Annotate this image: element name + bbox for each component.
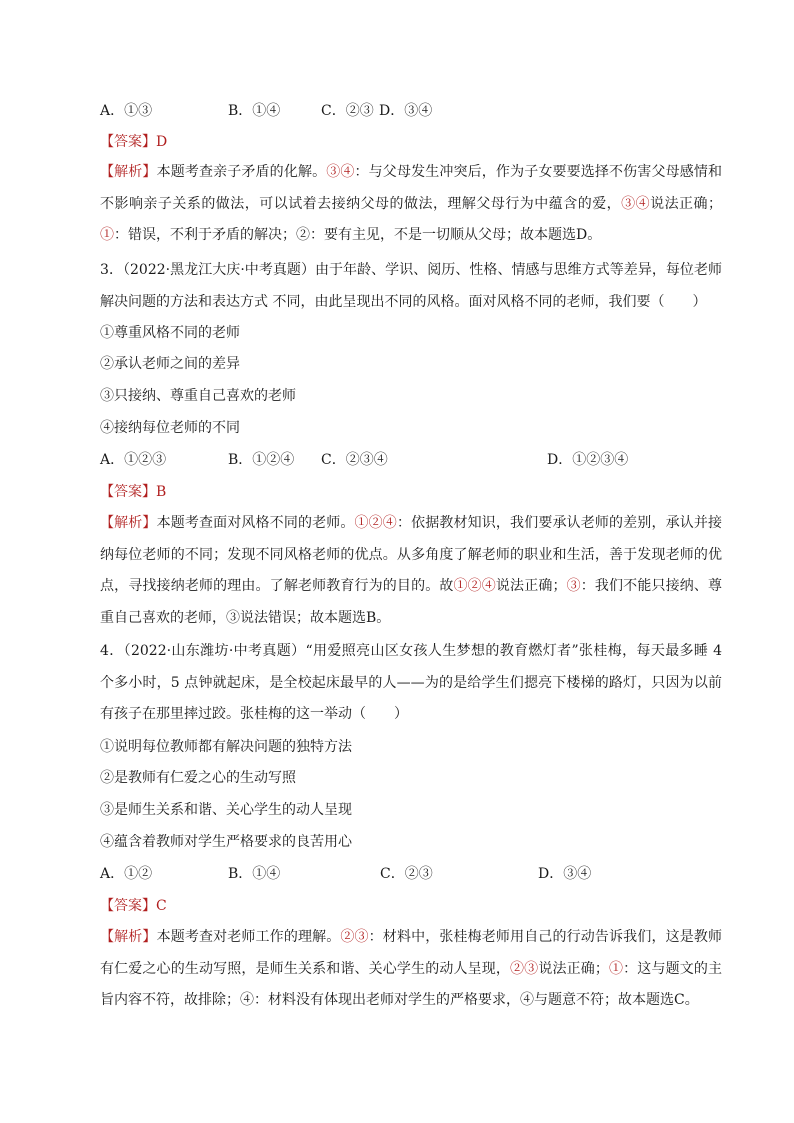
- answer-tag: 【答案】: [100, 134, 156, 150]
- analysis-highlight: ①②④: [354, 515, 397, 531]
- analysis-highlight: ②③: [340, 929, 369, 945]
- analysis-text: 本题考查亲子矛盾的化解。: [156, 164, 327, 180]
- analysis-tag: 【解析】: [100, 164, 157, 180]
- q3-option-b: B．①②④: [228, 452, 295, 468]
- analysis-text: 说法正确；: [538, 960, 609, 977]
- analysis-tag: 【解析】: [100, 515, 157, 531]
- q3-item-2: ②承认老师之间的差异: [100, 356, 240, 372]
- q3-answer: [100, 481, 166, 503]
- q2-answer: [100, 131, 167, 153]
- q4-option-d: D．③④: [538, 866, 592, 882]
- q3-stem: 3．（2022·黑龙江大庆·中考真题）由于年龄、学识、阅历、性格、情感与思维方式等差异，每位老师解决问题的方法和表达方式 不同，由此呈现出不同的风格。面对风格不同的老师，我们要（ ）: [100, 262, 722, 310]
- q4-answer: [100, 895, 167, 917]
- analysis-highlight: ③④: [326, 164, 355, 180]
- q3-option-a: A．①②③: [100, 452, 167, 468]
- analysis-text: ：这与题文的主旨内容不符，故排除；④：材料没有体现出老师对学生的严格要求，④与题意不符；故本题选C。: [100, 960, 723, 1008]
- q3-option-d: D．①②③④: [547, 452, 629, 468]
- q2-option-c: C．②③: [321, 103, 374, 119]
- analysis-highlight: ③④: [621, 195, 651, 212]
- q4-item-3: ③是师生关系和谐、关心学生的动人呈现: [100, 802, 352, 818]
- q2-analysis: [100, 157, 722, 252]
- analysis-highlight: ①: [608, 960, 624, 977]
- analysis-text: ：错误，不利于矛盾的解决；②：要有主见，不是一切顺从父母；故本题选D。: [114, 227, 602, 243]
- analysis-text: ：依据教材知识，我们要承认老师的差别，承认并接纳每位老师的不同；发现不同风格老师的优点。从多角度了解老师的职业和生活，善于发现老师的优点，寻找接纳老师的理由。了解老师教育行为的目的。故: [100, 515, 723, 594]
- analysis-text: 说法正确；: [650, 195, 722, 212]
- analysis-text: 本题考查对老师工作的理解。: [156, 929, 341, 945]
- q4-option-b: B．①④: [228, 866, 281, 882]
- answer-value: C: [156, 898, 167, 914]
- q4-stem: 4．（2022·山东潍坊·中考真题）“用爱照亮山区女孩人生梦想的教育燃灯者”张桂梅，每天最多睡 4 个多小时，5 点钟就起床，是全校起床最早的人——为的是给学生们摁亮下楼梯的路灯，只因为以前有孩子在那里摔过跤。张桂梅的这一举动（ ）: [100, 643, 722, 722]
- q3-item-3: ③只接纳、尊重自己喜欢的老师: [100, 388, 296, 404]
- answer-value: B: [156, 484, 167, 500]
- q4-options: [100, 863, 591, 885]
- q4-option-a: A．①②: [100, 866, 153, 882]
- analysis-tag: 【解析】: [100, 929, 157, 945]
- answer-tag: 【答案】: [100, 484, 156, 500]
- analysis-text: 本题考查面对风格不同的老师。: [156, 515, 355, 531]
- q2-option-b: B．①④: [228, 103, 281, 119]
- q3-item-1: ①尊重风格不同的老师: [100, 325, 240, 341]
- analysis-highlight: ③: [566, 578, 581, 594]
- q3-options: [100, 449, 628, 471]
- q3-analysis: [100, 508, 722, 634]
- q4-item-2: ②是教师有仁爱之心的生动写照: [100, 770, 296, 786]
- q2-options: [100, 100, 432, 122]
- analysis-highlight: ①: [100, 227, 114, 243]
- answer-value: D: [156, 134, 168, 150]
- analysis-highlight: ②③: [510, 960, 539, 977]
- q3-item-4: ④接纳每位老师的不同: [100, 420, 240, 436]
- analysis-text: 说法正确；: [495, 578, 567, 594]
- analysis-text: ：我们不能只接纳、尊重自己喜欢的老师，③说法错误；故本题选B。: [100, 578, 723, 626]
- q2-option-a: A．①③: [100, 103, 153, 119]
- q4-item-4: ④蕴含着教师对学生严格要求的良苦用心: [100, 834, 352, 850]
- answer-tag: 【答案】: [100, 898, 156, 914]
- q4-analysis: [100, 922, 722, 1017]
- q2-option-d: D．③④: [379, 103, 433, 119]
- q4-option-c: C．②③: [380, 866, 433, 882]
- q3-option-c: C．②③④: [321, 452, 388, 468]
- q4-item-1: ①说明每位教师都有解决问题的独特方法: [100, 739, 352, 755]
- analysis-text: ：与父母发生冲突后，作为子女要要选择不伤害父母感情和不影响亲子关系的做法，可以试着去接纳父母的做法，理解父母行为中蕴含的爱，: [100, 164, 723, 212]
- analysis-text: ：材料中，张桂梅老师用自己的行动告诉我们，这是教师有仁爱之心的生动写照，是师生关系和谐、关心学生的动人呈现，: [100, 929, 723, 977]
- analysis-highlight: ①②④: [453, 578, 496, 594]
